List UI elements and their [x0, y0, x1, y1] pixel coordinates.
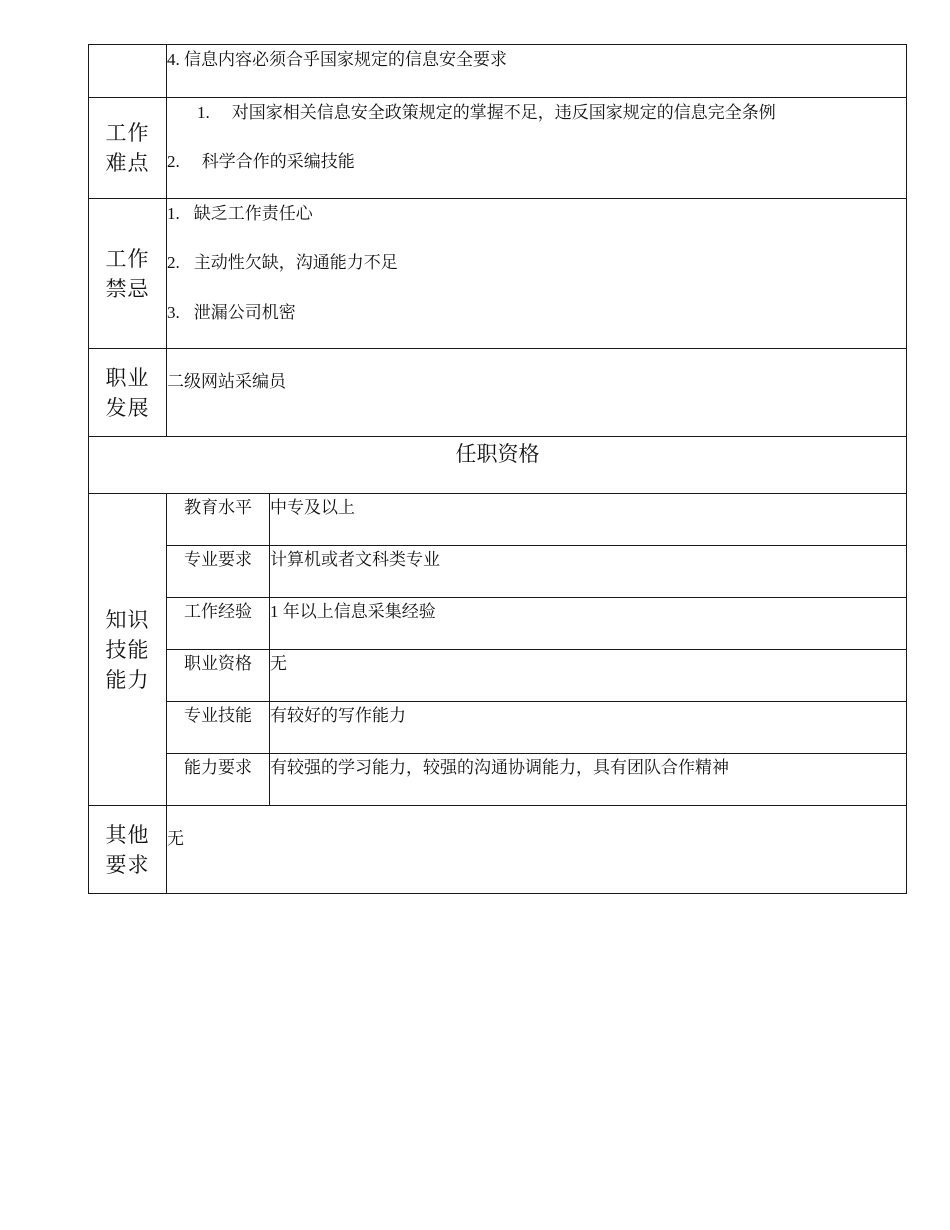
- taboo-item-3-text: 泄漏公司机密: [193, 302, 296, 322]
- difficulties-label-cell: [89, 98, 167, 199]
- skills-label: 专业技能: [167, 702, 270, 754]
- empty-label-cell: [89, 45, 167, 98]
- taboo-item-1-text: 缺乏工作责任心: [193, 204, 313, 223]
- taboos-label-cell: [89, 199, 167, 349]
- major-label: 专业要求: [167, 546, 270, 598]
- taboos-label: 工作禁忌: [105, 246, 150, 301]
- taboo-item-3: [167, 302, 906, 323]
- knowledge-row-1: [89, 494, 907, 546]
- knowledge-label: 知识技能能力: [105, 607, 150, 692]
- difficulties-row: [89, 98, 907, 199]
- difficulty-item-1-text: 对国家相关信息安全政策规定的掌握不足，违反国家规定的信息完全条例: [231, 103, 776, 122]
- job-requirements-table: [88, 44, 907, 894]
- qualifications-header: 任职资格: [89, 437, 907, 494]
- knowledge-row-5: [89, 702, 907, 754]
- knowledge-row-3: [89, 598, 907, 650]
- career-row: [89, 349, 907, 437]
- skills-value: 有较好的写作能力: [270, 702, 907, 754]
- career-text: 二级网站采编员: [167, 372, 286, 391]
- difficulty-item-2-text: 科学合作的采编技能: [201, 152, 355, 172]
- info-security-row: [89, 45, 907, 98]
- ability-label: 能力要求: [167, 754, 270, 806]
- education-value: 中专及以上: [270, 494, 907, 546]
- taboos-cell: [167, 199, 907, 349]
- difficulties-cell: [167, 98, 907, 199]
- qualifications-header-row: [89, 437, 907, 494]
- career-label-cell: [89, 349, 167, 437]
- difficulty-item-1: [167, 102, 906, 123]
- other-text: 无: [167, 829, 184, 848]
- other-label: 其他要求: [105, 822, 150, 877]
- knowledge-row-4: [89, 650, 907, 702]
- ability-value: 有较强的学习能力，较强的沟通协调能力，具有团队合作精神: [270, 754, 907, 806]
- education-label: 教育水平: [167, 494, 270, 546]
- info-security-text: 4. 信息内容必须合乎国家规定的信息安全要求: [167, 50, 507, 69]
- taboo-item-2-text: 主动性欠缺，沟通能力不足: [193, 253, 398, 273]
- certification-label: 职业资格: [167, 650, 270, 702]
- taboo-item-1: [167, 203, 906, 224]
- career-label: 职业发展: [105, 365, 150, 420]
- taboo-item-2-num: 2.: [167, 253, 180, 273]
- taboo-item-3-num: 3.: [167, 302, 180, 322]
- experience-value: 1 年以上信息采集经验: [270, 598, 907, 650]
- career-cell: [167, 349, 907, 437]
- certification-value: 无: [270, 650, 907, 702]
- major-value: 计算机或者文科类专业: [270, 546, 907, 598]
- difficulty-item-2-num: 2.: [167, 152, 180, 172]
- info-security-cell: [167, 45, 907, 98]
- taboo-item-2: [167, 252, 906, 273]
- knowledge-row-2: [89, 546, 907, 598]
- other-cell: [167, 806, 907, 894]
- difficulty-item-1-num: 1.: [197, 103, 210, 122]
- taboos-row: [89, 199, 907, 349]
- knowledge-row-6: [89, 754, 907, 806]
- experience-label: 工作经验: [167, 598, 270, 650]
- other-label-cell: [89, 806, 167, 894]
- other-row: [89, 806, 907, 894]
- knowledge-label-cell: [89, 494, 167, 806]
- taboo-item-1-num: 1.: [167, 204, 180, 223]
- difficulties-label: 工作难点: [105, 121, 150, 175]
- difficulty-item-2: [167, 151, 906, 172]
